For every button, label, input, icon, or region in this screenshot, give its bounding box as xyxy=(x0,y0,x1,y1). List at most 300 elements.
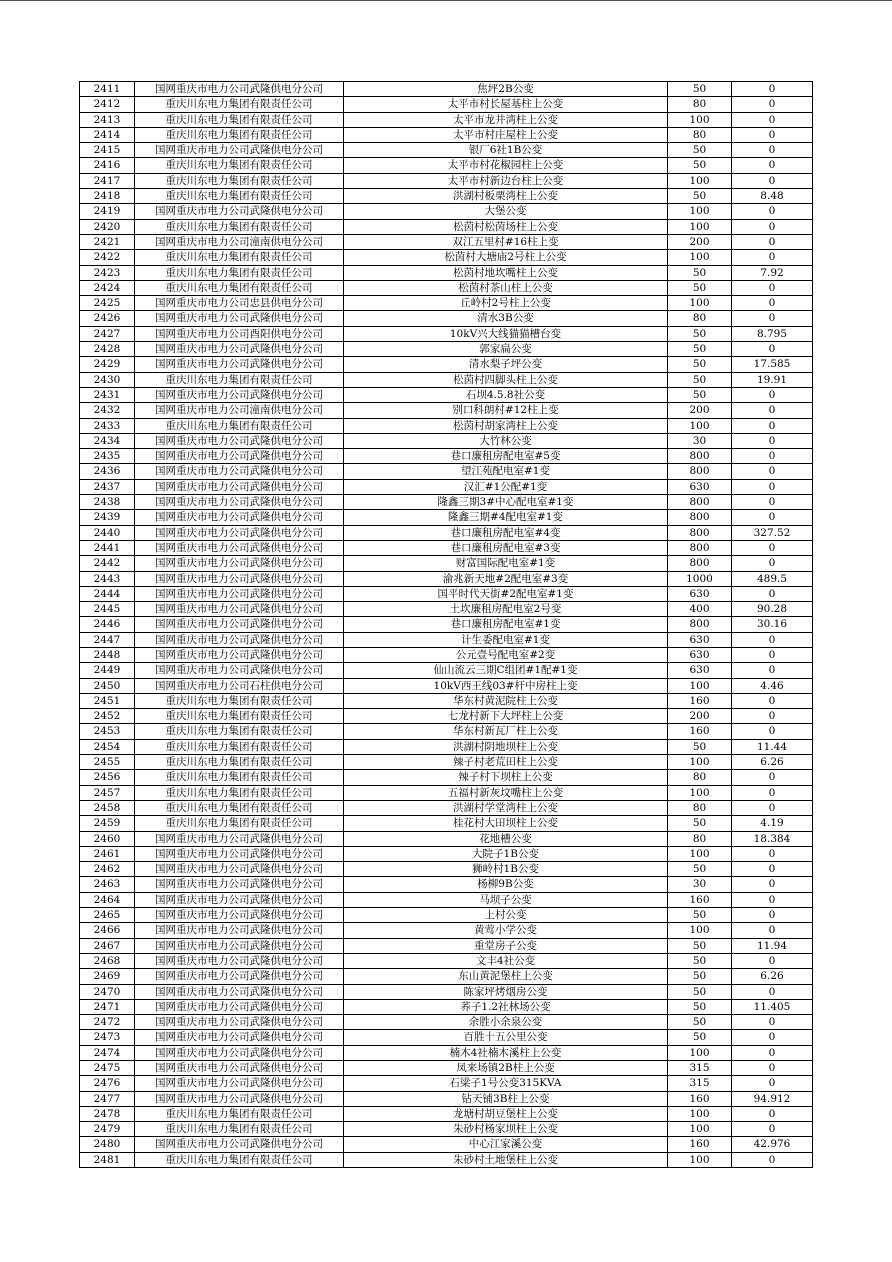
transformer-name-cell: 上村公变 xyxy=(344,908,668,923)
capacity-cell: 100 xyxy=(668,1122,732,1137)
value-cell: 0 xyxy=(732,204,813,219)
table-row xyxy=(80,755,813,770)
transformer-name-cell: 狮岭村1B公变 xyxy=(344,862,668,877)
row-number-cell: 2413 xyxy=(80,112,135,127)
value-cell: 0 xyxy=(732,158,813,173)
value-cell: 90.28 xyxy=(732,602,813,617)
transformer-name-cell: 花地槽公变 xyxy=(344,831,668,846)
capacity-cell: 50 xyxy=(668,387,732,402)
table-row xyxy=(80,1015,813,1030)
table-row xyxy=(80,663,813,678)
row-number-cell: 2441 xyxy=(80,540,135,555)
row-number-cell: 2460 xyxy=(80,831,135,846)
row-number-cell: 2471 xyxy=(80,999,135,1014)
value-cell: 18.384 xyxy=(732,831,813,846)
table-row xyxy=(80,464,813,479)
value-cell: 489.5 xyxy=(732,571,813,586)
transformer-name-cell: 洪湖村学堂湾柱上公变 xyxy=(344,800,668,815)
value-cell: 0 xyxy=(732,1106,813,1121)
transformer-name-cell: 丘岭村2号柱上公变 xyxy=(344,296,668,311)
transformer-name-cell: 渝兆新天地#2配电室#3变 xyxy=(344,571,668,586)
value-cell: 0 xyxy=(732,1076,813,1091)
row-number-cell: 2437 xyxy=(80,479,135,494)
row-number-cell: 2431 xyxy=(80,387,135,402)
table-row xyxy=(80,82,813,97)
transformer-name-cell: 马坝子公变 xyxy=(344,892,668,907)
table-row xyxy=(80,127,813,142)
row-number-cell: 2444 xyxy=(80,586,135,601)
transformer-name-cell: 大堡公变 xyxy=(344,204,668,219)
transformer-name-cell: 巷口廉租房配电室#3变 xyxy=(344,540,668,555)
page-top-rule xyxy=(0,0,892,1)
row-number-cell: 2412 xyxy=(80,97,135,112)
table-row xyxy=(80,602,813,617)
company-cell: 国网重庆市电力公司武隆供电分公司 xyxy=(135,311,344,326)
capacity-cell: 800 xyxy=(668,617,732,632)
table-row xyxy=(80,739,813,754)
company-cell: 国网重庆市电力公司武隆供电分公司 xyxy=(135,449,344,464)
company-cell: 国网重庆市电力公司武隆供电分公司 xyxy=(135,1015,344,1030)
table-row xyxy=(80,173,813,188)
transformer-name-cell: 巷口廉租房配电室#5变 xyxy=(344,449,668,464)
value-cell: 0 xyxy=(732,418,813,433)
transformer-name-cell: 大竹林公变 xyxy=(344,433,668,448)
company-cell: 重庆川东电力集团有限责任公司 xyxy=(135,693,344,708)
company-cell: 重庆川东电力集团有限责任公司 xyxy=(135,173,344,188)
value-cell: 0 xyxy=(732,709,813,724)
transformer-name-cell: 洪湖村板栗湾柱上公变 xyxy=(344,189,668,204)
capacity-cell: 100 xyxy=(668,1045,732,1060)
company-cell: 国网重庆市电力公司武隆供电分公司 xyxy=(135,1061,344,1076)
value-cell: 0 xyxy=(732,1061,813,1076)
capacity-cell: 160 xyxy=(668,1137,732,1152)
transformer-name-cell: 松茵村胡家湾柱上公变 xyxy=(344,418,668,433)
company-cell: 国网重庆市电力公司武隆供电分公司 xyxy=(135,525,344,540)
value-cell: 4.46 xyxy=(732,678,813,693)
value-cell: 0 xyxy=(732,1015,813,1030)
table-row xyxy=(80,877,813,892)
company-cell: 重庆川东电力集团有限责任公司 xyxy=(135,816,344,831)
value-cell: 11.405 xyxy=(732,999,813,1014)
table-row xyxy=(80,984,813,999)
value-cell: 0 xyxy=(732,342,813,357)
table-row xyxy=(80,770,813,785)
row-number-cell: 2415 xyxy=(80,143,135,158)
company-cell: 国网重庆市电力公司武隆供电分公司 xyxy=(135,464,344,479)
row-number-cell: 2451 xyxy=(80,693,135,708)
row-number-cell: 2411 xyxy=(80,82,135,97)
capacity-cell: 100 xyxy=(668,1152,732,1167)
row-number-cell: 2445 xyxy=(80,602,135,617)
value-cell: 0 xyxy=(732,908,813,923)
capacity-cell: 80 xyxy=(668,831,732,846)
row-number-cell: 2420 xyxy=(80,219,135,234)
table-row xyxy=(80,556,813,571)
capacity-cell: 200 xyxy=(668,709,732,724)
row-number-cell: 2475 xyxy=(80,1061,135,1076)
capacity-cell: 50 xyxy=(668,265,732,280)
row-number-cell: 2465 xyxy=(80,908,135,923)
value-cell: 0 xyxy=(732,464,813,479)
row-number-cell: 2417 xyxy=(80,173,135,188)
transformer-name-cell: 松茵村大塘庙2号柱上公变 xyxy=(344,250,668,265)
table-row xyxy=(80,1152,813,1167)
table-row xyxy=(80,250,813,265)
capacity-cell: 100 xyxy=(668,755,732,770)
company-cell: 国网重庆市电力公司武隆供电分公司 xyxy=(135,495,344,510)
capacity-cell: 100 xyxy=(668,846,732,861)
capacity-cell: 315 xyxy=(668,1061,732,1076)
value-cell: 0 xyxy=(732,846,813,861)
company-cell: 国网重庆市电力公司武隆供电分公司 xyxy=(135,82,344,97)
transformer-name-cell: 松茵村松茵场柱上公变 xyxy=(344,219,668,234)
value-cell: 0 xyxy=(732,449,813,464)
row-number-cell: 2470 xyxy=(80,984,135,999)
table-row xyxy=(80,510,813,525)
capacity-cell: 80 xyxy=(668,97,732,112)
transformer-name-cell: 10kV兴大线猫猫槽台变 xyxy=(344,326,668,341)
transformer-name-cell: 松茵村地坎嘴柱上公变 xyxy=(344,265,668,280)
company-cell: 国网重庆市电力公司武隆供电分公司 xyxy=(135,846,344,861)
capacity-cell: 100 xyxy=(668,418,732,433)
transformer-name-cell: 10kV西王线03#杆中房柱上变 xyxy=(344,678,668,693)
row-number-cell: 2472 xyxy=(80,1015,135,1030)
row-number-cell: 2459 xyxy=(80,816,135,831)
row-number-cell: 2425 xyxy=(80,296,135,311)
row-number-cell: 2449 xyxy=(80,663,135,678)
table-row xyxy=(80,953,813,968)
row-number-cell: 2469 xyxy=(80,969,135,984)
value-cell: 0 xyxy=(732,433,813,448)
table-row xyxy=(80,1045,813,1060)
company-cell: 国网重庆市电力公司武隆供电分公司 xyxy=(135,938,344,953)
row-number-cell: 2443 xyxy=(80,571,135,586)
transformer-name-cell: 荞子1.2社林场公变 xyxy=(344,999,668,1014)
row-number-cell: 2436 xyxy=(80,464,135,479)
value-cell: 17.585 xyxy=(732,357,813,372)
table-row xyxy=(80,647,813,662)
table-row xyxy=(80,342,813,357)
value-cell: 0 xyxy=(732,1122,813,1137)
transformer-name-cell: 隆鑫三期3#中心配电室#1变 xyxy=(344,495,668,510)
company-cell: 国网重庆市电力公司武隆供电分公司 xyxy=(135,892,344,907)
company-cell: 国网重庆市电力公司武隆供电分公司 xyxy=(135,204,344,219)
company-cell: 国网重庆市电力公司石柱供电分公司 xyxy=(135,678,344,693)
value-cell: 42.976 xyxy=(732,1137,813,1152)
capacity-cell: 50 xyxy=(668,816,732,831)
capacity-cell: 630 xyxy=(668,586,732,601)
capacity-cell: 50 xyxy=(668,953,732,968)
value-cell: 0 xyxy=(732,479,813,494)
transformer-name-cell: 重堂房子公变 xyxy=(344,938,668,953)
table-row xyxy=(80,693,813,708)
table-row xyxy=(80,1106,813,1121)
transformer-name-cell: 杨柳9B公变 xyxy=(344,877,668,892)
transformer-name-cell: 石梁子1号公变315KVA xyxy=(344,1076,668,1091)
company-cell: 重庆川东电力集团有限责任公司 xyxy=(135,219,344,234)
company-cell: 重庆川东电力集团有限责任公司 xyxy=(135,97,344,112)
row-number-cell: 2464 xyxy=(80,892,135,907)
row-number-cell: 2448 xyxy=(80,647,135,662)
transformer-name-cell: 朱砂村土地堡柱上公变 xyxy=(344,1152,668,1167)
capacity-cell: 630 xyxy=(668,632,732,647)
table-row xyxy=(80,1076,813,1091)
company-cell: 国网重庆市电力公司武隆供电分公司 xyxy=(135,617,344,632)
transformer-name-cell: 朱砂村杨家坝柱上公变 xyxy=(344,1122,668,1137)
company-cell: 国网重庆市电力公司武隆供电分公司 xyxy=(135,387,344,402)
table-row xyxy=(80,969,813,984)
company-cell: 重庆川东电力集团有限责任公司 xyxy=(135,800,344,815)
row-number-cell: 2422 xyxy=(80,250,135,265)
capacity-cell: 50 xyxy=(668,372,732,387)
table-row xyxy=(80,449,813,464)
row-number-cell: 2450 xyxy=(80,678,135,693)
table-row xyxy=(80,219,813,234)
table-row xyxy=(80,632,813,647)
company-cell: 国网重庆市电力公司武隆供电分公司 xyxy=(135,1091,344,1106)
row-number-cell: 2424 xyxy=(80,280,135,295)
capacity-cell: 1000 xyxy=(668,571,732,586)
company-cell: 国网重庆市电力公司武隆供电分公司 xyxy=(135,1045,344,1060)
company-cell: 重庆川东电力集团有限责任公司 xyxy=(135,1122,344,1137)
company-cell: 国网重庆市电力公司忠县供电分公司 xyxy=(135,296,344,311)
row-number-cell: 2453 xyxy=(80,724,135,739)
value-cell: 6.26 xyxy=(732,969,813,984)
transformer-name-cell: 桂花村大田坝柱上公变 xyxy=(344,816,668,831)
table-row xyxy=(80,540,813,555)
value-cell: 0 xyxy=(732,800,813,815)
transformer-name-cell: 公元壹号配电室#2变 xyxy=(344,647,668,662)
table-row xyxy=(80,311,813,326)
table-row xyxy=(80,158,813,173)
company-cell: 国网重庆市电力公司潼南供电分公司 xyxy=(135,403,344,418)
table-row xyxy=(80,1061,813,1076)
transformer-name-cell: 财富国际配电室#1变 xyxy=(344,556,668,571)
capacity-cell: 50 xyxy=(668,938,732,953)
capacity-cell: 50 xyxy=(668,969,732,984)
company-cell: 国网重庆市电力公司武隆供电分公司 xyxy=(135,342,344,357)
transformer-name-cell: 计生委配电室#1变 xyxy=(344,632,668,647)
company-cell: 重庆川东电力集团有限责任公司 xyxy=(135,1106,344,1121)
company-cell: 重庆川东电力集团有限责任公司 xyxy=(135,785,344,800)
row-number-cell: 2419 xyxy=(80,204,135,219)
value-cell: 19.91 xyxy=(732,372,813,387)
row-number-cell: 2463 xyxy=(80,877,135,892)
value-cell: 0 xyxy=(732,1045,813,1060)
row-number-cell: 2458 xyxy=(80,800,135,815)
company-cell: 国网重庆市电力公司武隆供电分公司 xyxy=(135,632,344,647)
value-cell: 4.19 xyxy=(732,816,813,831)
transformer-name-cell: 中心江家溪公变 xyxy=(344,1137,668,1152)
company-cell: 重庆川东电力集团有限责任公司 xyxy=(135,770,344,785)
row-number-cell: 2416 xyxy=(80,158,135,173)
value-cell: 7.92 xyxy=(732,265,813,280)
value-cell: 30.16 xyxy=(732,617,813,632)
value-cell: 8.795 xyxy=(732,326,813,341)
table-row xyxy=(80,495,813,510)
capacity-cell: 100 xyxy=(668,219,732,234)
company-cell: 国网重庆市电力公司武隆供电分公司 xyxy=(135,1137,344,1152)
company-cell: 重庆川东电力集团有限责任公司 xyxy=(135,418,344,433)
capacity-cell: 400 xyxy=(668,602,732,617)
capacity-cell: 630 xyxy=(668,647,732,662)
value-cell: 0 xyxy=(732,97,813,112)
transformer-name-cell: 巷口廉租房配电室#1变 xyxy=(344,617,668,632)
table-row xyxy=(80,525,813,540)
transformer-name-cell: 文丰4社公变 xyxy=(344,953,668,968)
transformer-name-cell: 七龙村新下大坪柱上公变 xyxy=(344,709,668,724)
value-cell: 94.912 xyxy=(732,1091,813,1106)
value-cell: 0 xyxy=(732,173,813,188)
table-row xyxy=(80,800,813,815)
table-row xyxy=(80,433,813,448)
capacity-cell: 50 xyxy=(668,862,732,877)
row-number-cell: 2439 xyxy=(80,510,135,525)
row-number-cell: 2454 xyxy=(80,739,135,754)
value-cell: 0 xyxy=(732,693,813,708)
table-row xyxy=(80,296,813,311)
company-cell: 重庆川东电力集团有限责任公司 xyxy=(135,265,344,280)
capacity-cell: 200 xyxy=(668,403,732,418)
table-row xyxy=(80,112,813,127)
row-number-cell: 2468 xyxy=(80,953,135,968)
row-number-cell: 2434 xyxy=(80,433,135,448)
row-number-cell: 2440 xyxy=(80,525,135,540)
transformer-name-cell: 清水3B公变 xyxy=(344,311,668,326)
value-cell: 0 xyxy=(732,387,813,402)
row-number-cell: 2447 xyxy=(80,632,135,647)
company-cell: 国网重庆市电力公司武隆供电分公司 xyxy=(135,877,344,892)
company-cell: 重庆川东电力集团有限责任公司 xyxy=(135,372,344,387)
capacity-cell: 800 xyxy=(668,525,732,540)
transformer-name-cell: 东山黄泥堡柱上公变 xyxy=(344,969,668,984)
value-cell: 0 xyxy=(732,1030,813,1045)
row-number-cell: 2446 xyxy=(80,617,135,632)
transformer-name-cell: 陈家坪烤烟房公变 xyxy=(344,984,668,999)
company-cell: 重庆川东电力集团有限责任公司 xyxy=(135,127,344,142)
table-row xyxy=(80,846,813,861)
transformer-name-cell: 郭家扁公变 xyxy=(344,342,668,357)
company-cell: 国网重庆市电力公司武隆供电分公司 xyxy=(135,663,344,678)
transformer-name-cell: 凤来场镇2B柱上公变 xyxy=(344,1061,668,1076)
capacity-cell: 100 xyxy=(668,112,732,127)
company-cell: 国网重庆市电力公司武隆供电分公司 xyxy=(135,602,344,617)
row-number-cell: 2433 xyxy=(80,418,135,433)
capacity-cell: 50 xyxy=(668,908,732,923)
value-cell: 0 xyxy=(732,540,813,555)
row-number-cell: 2467 xyxy=(80,938,135,953)
table-row xyxy=(80,816,813,831)
capacity-cell: 100 xyxy=(668,785,732,800)
value-cell: 0 xyxy=(732,862,813,877)
table-row xyxy=(80,571,813,586)
row-number-cell: 2430 xyxy=(80,372,135,387)
row-number-cell: 2462 xyxy=(80,862,135,877)
company-cell: 国网重庆市电力公司武隆供电分公司 xyxy=(135,908,344,923)
capacity-cell: 800 xyxy=(668,540,732,555)
transformer-name-cell: 钻天铺3B柱上公变 xyxy=(344,1091,668,1106)
company-cell: 国网重庆市电力公司武隆供电分公司 xyxy=(135,923,344,938)
company-cell: 重庆川东电力集团有限责任公司 xyxy=(135,739,344,754)
transformer-name-cell: 焦坪2B公变 xyxy=(344,82,668,97)
table-row xyxy=(80,326,813,341)
capacity-cell: 100 xyxy=(668,923,732,938)
table-row xyxy=(80,372,813,387)
table-row xyxy=(80,586,813,601)
transformer-name-cell: 国平时代天街#2配电室#1变 xyxy=(344,586,668,601)
capacity-cell: 80 xyxy=(668,770,732,785)
capacity-cell: 800 xyxy=(668,449,732,464)
row-number-cell: 2452 xyxy=(80,709,135,724)
capacity-cell: 50 xyxy=(668,158,732,173)
row-number-cell: 2457 xyxy=(80,785,135,800)
table-row xyxy=(80,357,813,372)
company-cell: 国网重庆市电力公司武隆供电分公司 xyxy=(135,647,344,662)
transformer-name-cell: 双江五里村#16柱上变 xyxy=(344,234,668,249)
table-row xyxy=(80,387,813,402)
value-cell: 0 xyxy=(732,984,813,999)
row-number-cell: 2423 xyxy=(80,265,135,280)
table-row xyxy=(80,862,813,877)
transformer-name-cell: 余胜小余泉公变 xyxy=(344,1015,668,1030)
row-number-cell: 2427 xyxy=(80,326,135,341)
capacity-cell: 200 xyxy=(668,234,732,249)
transformer-name-cell: 太平市村长屋基柱上公变 xyxy=(344,97,668,112)
value-cell: 0 xyxy=(732,785,813,800)
transformer-name-cell: 隆鑫三期#4配电室#1变 xyxy=(344,510,668,525)
row-number-cell: 2432 xyxy=(80,403,135,418)
company-cell: 国网重庆市电力公司武隆供电分公司 xyxy=(135,984,344,999)
transformer-name-cell: 华东村黄泥院柱上公变 xyxy=(344,693,668,708)
capacity-cell: 100 xyxy=(668,1106,732,1121)
table-row xyxy=(80,143,813,158)
row-number-cell: 2428 xyxy=(80,342,135,357)
company-cell: 重庆川东电力集团有限责任公司 xyxy=(135,755,344,770)
transformer-name-cell: 银厂6社1B公变 xyxy=(344,143,668,158)
value-cell: 0 xyxy=(732,403,813,418)
table-row xyxy=(80,923,813,938)
table-row xyxy=(80,189,813,204)
table-row xyxy=(80,234,813,249)
company-cell: 重庆川东电力集团有限责任公司 xyxy=(135,158,344,173)
capacity-cell: 80 xyxy=(668,800,732,815)
row-number-cell: 2442 xyxy=(80,556,135,571)
value-cell: 0 xyxy=(732,234,813,249)
capacity-cell: 160 xyxy=(668,892,732,907)
transformer-name-cell: 辣子村下坝柱上公变 xyxy=(344,770,668,785)
row-number-cell: 2429 xyxy=(80,357,135,372)
capacity-cell: 50 xyxy=(668,999,732,1014)
table-row xyxy=(80,1091,813,1106)
value-cell: 0 xyxy=(732,1152,813,1167)
capacity-cell: 100 xyxy=(668,296,732,311)
value-cell: 0 xyxy=(732,219,813,234)
company-cell: 重庆川东电力集团有限责任公司 xyxy=(135,1152,344,1167)
capacity-cell: 50 xyxy=(668,82,732,97)
value-cell: 0 xyxy=(732,127,813,142)
value-cell: 0 xyxy=(732,586,813,601)
company-cell: 国网重庆市电力公司武隆供电分公司 xyxy=(135,1030,344,1045)
row-number-cell: 2481 xyxy=(80,1152,135,1167)
transformer-name-cell: 太平市龙井湾柱上公变 xyxy=(344,112,668,127)
value-cell: 0 xyxy=(732,280,813,295)
capacity-cell: 100 xyxy=(668,204,732,219)
value-cell: 0 xyxy=(732,296,813,311)
value-cell: 0 xyxy=(732,556,813,571)
row-number-cell: 2480 xyxy=(80,1137,135,1152)
value-cell: 8.48 xyxy=(732,189,813,204)
transformer-name-cell: 松茵村四脚头柱上公变 xyxy=(344,372,668,387)
